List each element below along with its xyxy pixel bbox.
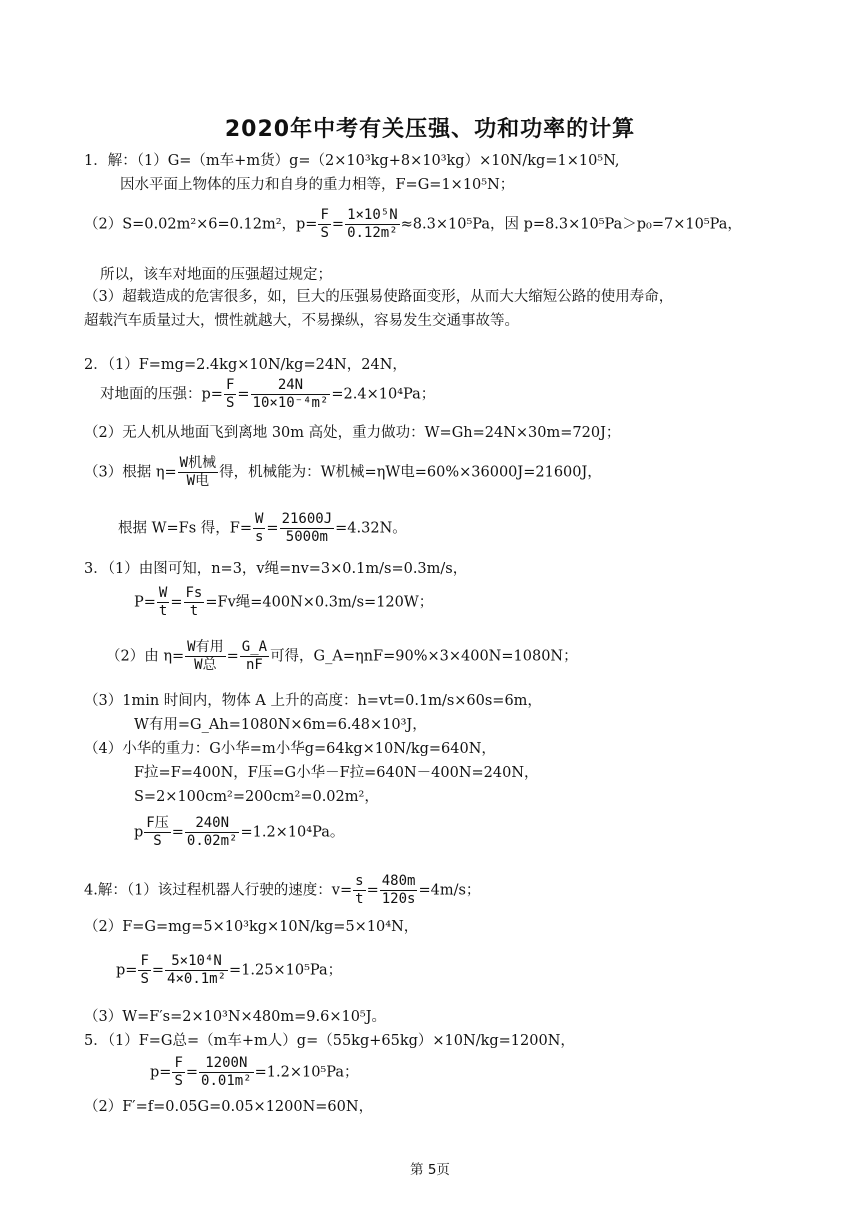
p5-line-3: （2）F′=f=0.05G=0.05×1200N=60N， [84,1099,374,1115]
p3-line-9: p $\frac{\text{F压}}{S}$ = $\frac{240N}{\text{0.02m²}}$ =1.2×10⁴Pa。 [134,815,345,849]
fraction: $\frac{F}{S}$ [320,207,329,241]
p5-line-1: 5．（1）F=G总=（m车+m人）g=（55kg+65kg）×10N/kg=1200N， [84,1033,575,1049]
p5-line-2: p= $\frac{F}{S}$ = $\frac{1200N}{\text{0.01m²}}$ =1.2×10⁵Pa； [150,1055,359,1089]
p3-line-2: P= $\frac{W}{t}$ = $\frac{Fs}{t}$ =Fv绳=400N×0.3m/s=120W； [134,585,434,619]
p4-line-2: （2）F=G=mg=5×10³kg×10N/kg=5×10⁴N， [84,919,419,935]
p3-line-6: （4）小华的重力：G小华=m小华g=64kg×10N/kg=640N， [84,741,496,757]
p3-line-7: F拉=F=400N，F压=G小华－F拉=640N－400N=240N， [134,765,539,781]
p1-line-1: 1．解：（1）G=（m车+m货）g=（2×10³kg+8×10³kg）×10N/kg=1×10⁵N, [84,153,620,169]
p2-line-3: （2）无人机从地面飞到离地 30m 高处，重力做功：W=Gh=24N×30m=720J； [84,425,621,441]
p1-line-2: 因水平面上物体的压力和自身的重力相等，F=G=1×10⁵N； [120,177,515,193]
p3-line-3: （2）由 η= $\frac{\text{W有用}}{\text{W总}}$ = $\frac{G\_A}{nF}$ 可得，G_A=ηnF=90%×3×400N=1080N； [106,639,578,673]
page-title: 2020年中考有关压强、功和功率的计算 [224,117,636,142]
p1-line-4: 所以，该车对地面的压强超过规定； [100,267,332,283]
fraction: $\frac{\text{1×10⁵N}}{\text{0.12m²}}$ [347,207,398,241]
p2-line-4: （3）根据 η= $\frac{\text{W机械}}{\text{W电}}$ 得，机械能为：W机械=ηW电=60%×36000J=21600J， [84,455,602,489]
p2-line-5: 根据 W=Fs 得，F= $\frac{W}{s}$ = $\frac{21600J}{5000m}$ =4.32N。 [118,511,407,545]
p2-line-2: 对地面的压强：p= $\frac{F}{S}$ = $\frac{24N}{\text{10×10⁻⁴m²}}$ =2.4×10⁴Pa； [100,377,436,411]
p1-line-6: 超载汽车质量过大，惯性就越大，不易操纵，容易发生交通事故等。 [84,313,519,329]
p4-line-4: （3）W=F′s=2×10³N×480m=9.6×10⁵J。 [84,1009,387,1025]
page-number: 第 5页 [410,1162,450,1178]
p1-line-3: （2）S=0.02m²×6=0.12m²，p= $\frac{F}{S}$ = $\frac{\text{1×10⁵N}}{\text{0.12m²}}$ ≈8.3×10⁵Pa，因 p=8.3×10⁵Pa＞p₀=7×10⁵Pa， [84,207,742,241]
p2-line-1: 2．（1）F=mg=2.4kg×10N/kg=24N，24N， [84,357,407,373]
p3-line-5: W有用=G_Ah=1080N×6m=6.48×10³J， [134,717,427,733]
p3-line-4: （3）1min 时间内，物体 A 上升的高度：h=vt=0.1m/s×60s=6m， [84,693,542,709]
p3-line-8: S=2×100cm²=200cm²=0.02m²， [134,789,379,805]
p4-line-3: p= $\frac{F}{S}$ = $\frac{\text{5×10⁴N}}{\text{4×0.1m²}}$ =1.25×10⁵Pa； [116,953,343,987]
p3-line-1: 3．（1）由图可知，n=3，v绳=nv=3×0.1m/s=0.3m/s， [84,561,468,577]
p1-text: （2）S=0.02m²×6=0.12m²，p= [84,216,318,233]
p4-line-1: 4.解：（1）该过程机器人行驶的速度：v= $\frac{s}{t}$ = $\frac{480m}{120s}$ =4m/s； [84,873,481,907]
p1-line-5: （3）超载造成的危害很多，如，巨大的压强易使路面变形，从而大大缩短公路的使用寿命， [84,289,674,305]
p1-text: ≈8.3×10⁵Pa，因 p=8.3×10⁵Pa＞p₀=7×10⁵Pa， [400,216,742,233]
